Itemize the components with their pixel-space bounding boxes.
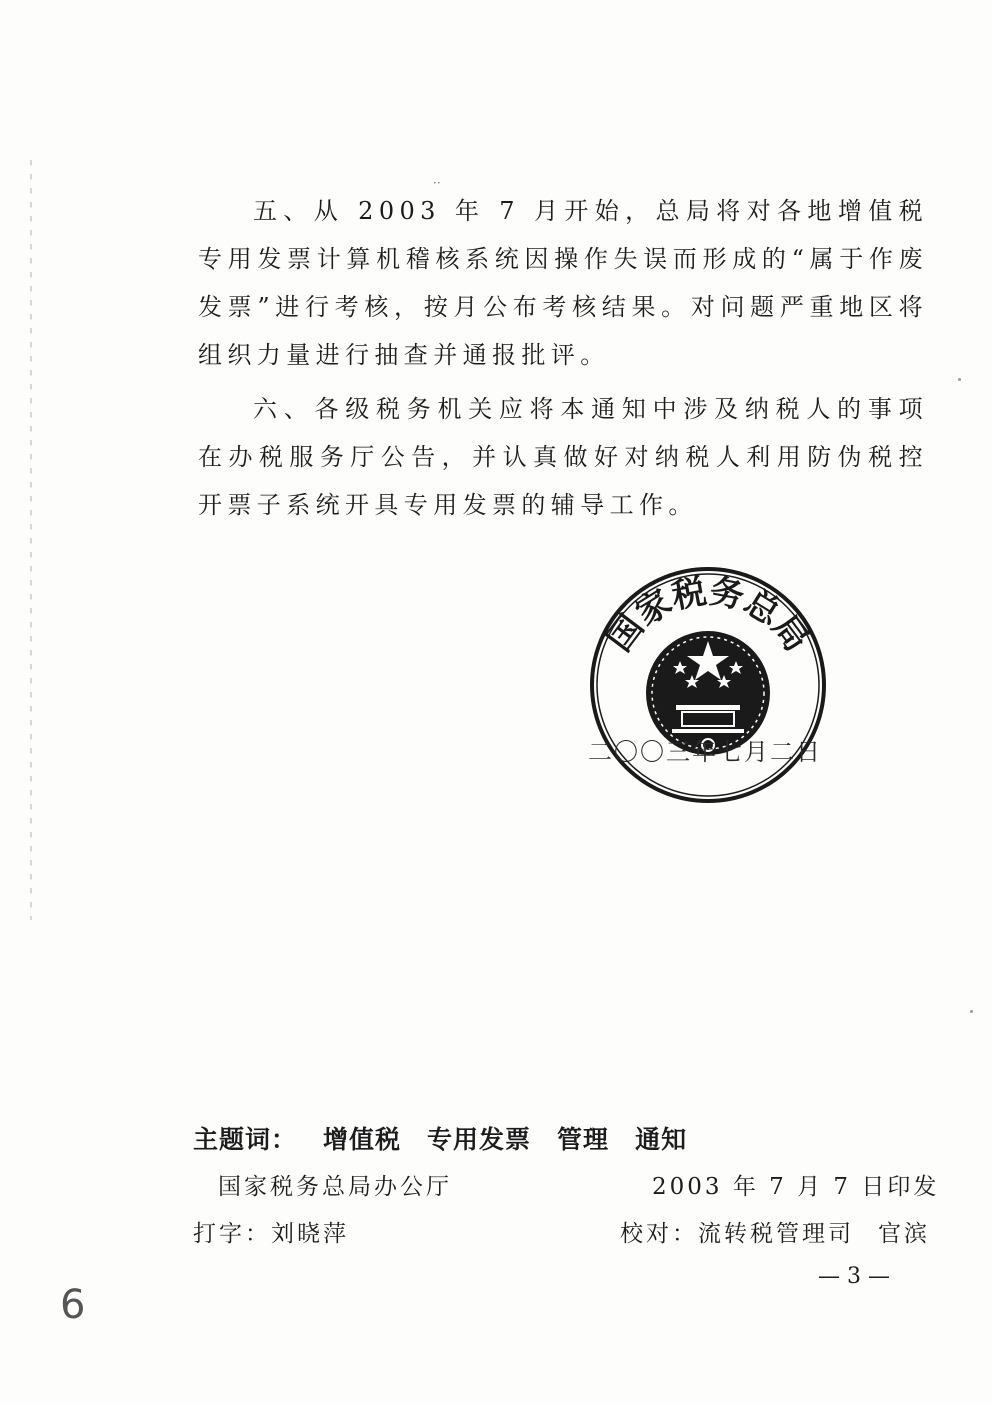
seal-ring-textpath: 国家税务总局 (599, 571, 817, 660)
subject-keywords (193, 1120, 687, 1156)
side-page-number: 6 (60, 1282, 86, 1328)
official-seal (588, 565, 828, 805)
proofreader-label: 校对：流转税管理司 (620, 1221, 854, 1247)
scan-speck (970, 1010, 973, 1013)
scan-edge-marks (30, 160, 32, 920)
paragraph-six: 六、各级税务机关应将本通知中涉及纳税人的事项在办税服务厅公告，并认真做好对纳税人利用防伪税控开票子系统开具专用发票的辅导工作。 (198, 395, 928, 519)
scan-speck (958, 378, 961, 381)
paragraph-five: 五、从 2003 年 7 月开始，总局将对各地增值税专用发票计算机稽核系统因操作失误而形成的“属于作废发票”进行考核，按月公布考核结果。对问题严重地区将组织力量进行抽查并通报批评。 (198, 197, 928, 369)
issuing-office: 国家税务总局办公厅 (218, 1174, 452, 1200)
proofreader-name: 官滨 (878, 1221, 930, 1247)
keyword-item: 专用发票 (427, 1125, 532, 1154)
proofreader (620, 1215, 930, 1248)
scan-dot-mark: ·· (433, 176, 441, 190)
page-number: — 3 — (818, 1264, 890, 1289)
typist: 打字：刘晓萍 (193, 1221, 349, 1247)
print-date: 2003 年 7 月 7 日印发 (652, 1174, 940, 1200)
issue-date: 二〇〇三年七月二日 (588, 738, 822, 766)
keyword-item: 增值税 (323, 1125, 402, 1154)
keywords-label: 主题词： (193, 1125, 298, 1154)
keyword-item: 管理 (557, 1125, 610, 1154)
keyword-item: 通知 (635, 1125, 688, 1154)
